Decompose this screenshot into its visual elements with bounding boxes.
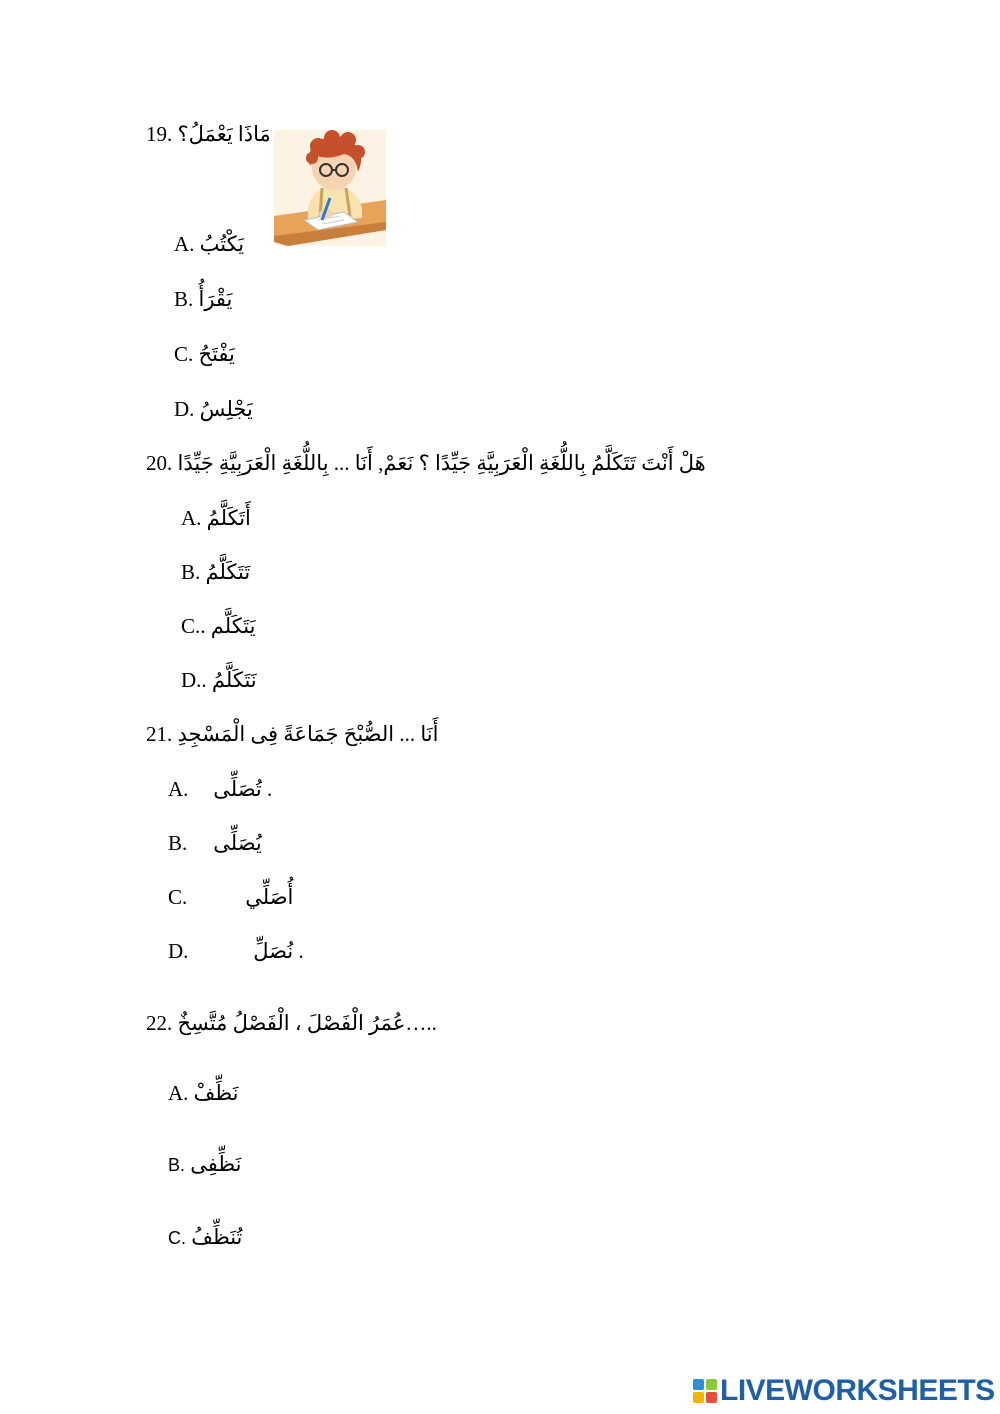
option-22-b[interactable] xyxy=(168,1150,241,1179)
option-letter: A. xyxy=(181,506,202,530)
option-text: يُصَلِّى xyxy=(213,831,262,855)
option-letter: B. xyxy=(168,1155,186,1175)
option-20-c[interactable] xyxy=(181,612,255,640)
option-text: يَجْلِسُ xyxy=(199,397,253,421)
liveworksheets-logo-icon xyxy=(692,1378,718,1404)
option-letter: A. xyxy=(168,777,189,801)
option-22-c[interactable] xyxy=(168,1223,242,1252)
option-text: يَقْرَأُ xyxy=(198,287,233,311)
option-20-a[interactable] xyxy=(181,504,251,532)
brand-name: LIVEWORKSHEETS xyxy=(720,1374,995,1407)
question-text: هَلْ أَنْتَ تَتَكَلَّمُ بِاللُّغَةِ الْعَرَبِيَّةِ جَيِّدًا ؟ نَعَمْ, أَنَا ... بِاللُّغَةِ الْعَرَبِيَّةِ جَيِّدًا xyxy=(177,451,706,475)
option-text: نُصَلِّ xyxy=(253,939,294,963)
question-number: 22. xyxy=(146,1011,173,1035)
option-21-d[interactable] xyxy=(168,937,304,965)
question-22-stem xyxy=(146,1009,437,1037)
option-text: نَتَكَلَّمُ xyxy=(211,668,257,692)
question-text: أَنَا ... الصُّبْحَ جَمَاعَةً فِى الْمَسْجِدِ xyxy=(177,722,439,746)
option-letter: C.. xyxy=(181,614,206,638)
question-number: 20. xyxy=(146,451,173,475)
option-text: تَتَكَلَّمُ xyxy=(205,560,251,584)
option-20-d[interactable] xyxy=(181,666,257,694)
option-text: نَظِّفِى xyxy=(190,1152,242,1176)
question-20-stem xyxy=(146,449,706,477)
option-letter: D. xyxy=(174,397,195,421)
option-text: تُصَلِّى xyxy=(213,777,262,801)
option-letter: D.. xyxy=(181,668,207,692)
option-text: نَظِّفْ xyxy=(193,1081,239,1105)
question-number: 19. xyxy=(146,122,173,146)
option-22-a[interactable] xyxy=(168,1079,238,1107)
question-number: 21. xyxy=(146,722,173,746)
option-text: يَتَكَلَّم xyxy=(210,614,256,638)
option-suffix: . xyxy=(267,777,273,801)
option-letter: A. xyxy=(168,1081,189,1105)
option-letter: B. xyxy=(181,560,201,584)
question-21-stem xyxy=(146,720,438,748)
boy-writing-illustration xyxy=(274,130,386,246)
option-21-a[interactable] xyxy=(168,775,272,803)
option-letter: D. xyxy=(168,939,189,963)
option-21-c[interactable] xyxy=(168,883,293,911)
question-blank: ….. xyxy=(405,1011,437,1035)
option-text: أَتَكَلَّمُ xyxy=(206,506,251,530)
option-letter: C. xyxy=(174,342,194,366)
option-text: يَفْتَحُ xyxy=(198,342,235,366)
option-text: تُنَظِّفُ xyxy=(191,1225,243,1249)
option-text: أُصَلِّي xyxy=(245,885,294,909)
option-text: يَكْتُبُ xyxy=(199,232,245,256)
option-letter: C. xyxy=(168,885,188,909)
option-letter: C. xyxy=(168,1228,186,1248)
option-letter: B. xyxy=(168,831,188,855)
option-letter: A. xyxy=(174,232,195,256)
option-21-b[interactable] xyxy=(168,829,262,857)
option-suffix: . xyxy=(298,939,304,963)
option-19-c[interactable] xyxy=(174,340,235,368)
question-text: عُمَرُ الْفَصْلَ ، الْفَصْلُ مُتَّسِخٌ xyxy=(177,1011,406,1035)
question-19-stem xyxy=(146,120,271,148)
liveworksheets-brand[interactable] xyxy=(692,1374,995,1408)
option-19-b[interactable] xyxy=(174,285,232,313)
option-20-b[interactable] xyxy=(181,558,250,586)
question-text: مَاذَا يَعْمَلُ؟ xyxy=(177,122,271,146)
option-19-d[interactable] xyxy=(174,395,253,423)
option-letter: B. xyxy=(174,287,194,311)
option-19-a[interactable] xyxy=(174,230,244,258)
